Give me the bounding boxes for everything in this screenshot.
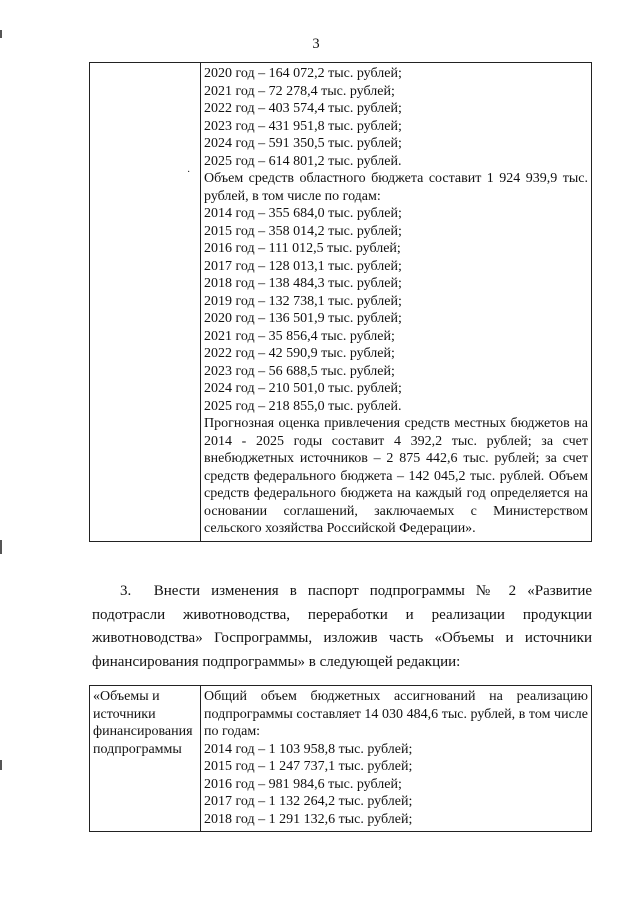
regional-funding-line: 2020 год – 136 501,9 тыс. рублей; — [204, 311, 402, 326]
funding-line: 2020 год – 164 072,2 тыс. рублей; — [204, 66, 402, 81]
section-3-text: 3. Внести изменения в паспорт подпрограммы № 2 «Развитие подотрасли животноводства, переработки и реализации продукции животноводства» Госпрограммы, изложив часть «Объемы и источники финансирования подпрограммы» в следующей редакции: — [92, 583, 592, 670]
scan-margin-mark-low — [0, 760, 2, 770]
funding-line: 2024 год – 591 350,5 тыс. рублей; — [204, 136, 402, 151]
scan-dot: · — [187, 167, 191, 178]
regional-funding-line: 2015 год – 358 014,2 тыс. рублей; — [204, 223, 402, 239]
regional-funding-line: 2018 год – 138 484,3 тыс. рублей; — [204, 276, 402, 291]
table2-left-cell — [90, 686, 201, 832]
page-number: 3 — [312, 36, 320, 52]
funding-line: 2025 год – 614 801,2 тыс. рублей. — [204, 153, 402, 169]
row-label-line: источники — [93, 706, 156, 722]
regional-budget-intro: Объем средств областного бюджета составит 1 924 939,9 тыс. рублей, в том числе по годам: — [204, 171, 588, 204]
regional-funding-line: 2023 год – 56 688,5 тыс. рублей; — [204, 363, 395, 379]
regional-funding-line: 2024 год – 210 501,0 тыс. рублей; — [204, 381, 402, 396]
section-3 — [92, 580, 592, 674]
scan-margin-mark-mid — [0, 540, 2, 554]
row-label-line: подпрограммы — [93, 741, 182, 757]
regional-funding-line: 2025 год – 218 855,0 тыс. рублей. — [204, 398, 402, 414]
funding-line: 2021 год – 72 278,4 тыс. рублей; — [204, 83, 395, 99]
funding-line: 2018 год – 1 291 132,6 тыс. рублей; — [204, 811, 413, 827]
funding-line: 2016 год – 981 984,6 тыс. рублей; — [204, 776, 402, 792]
funding-line: 2017 год – 1 132 264,2 тыс. рублей; — [204, 794, 413, 809]
regional-funding-line: 2014 год – 355 684,0 тыс. рублей; — [204, 206, 402, 221]
regional-funding-line: 2016 год – 111 012,5 тыс. рублей; — [204, 241, 401, 256]
funding-line: 2015 год – 1 247 737,1 тыс. рублей; — [204, 759, 413, 774]
regional-funding-line: 2017 год – 128 013,1 тыс. рублей; — [204, 258, 402, 274]
regional-funding-line: 2022 год – 42 590,9 тыс. рублей; — [204, 346, 395, 361]
regional-funding-line: 2019 год – 132 738,1 тыс. рублей; — [204, 293, 402, 309]
funding-line: 2014 год – 1 103 958,8 тыс. рублей; — [204, 741, 413, 757]
funding-line: 2022 год – 403 574,4 тыс. рублей; — [204, 101, 402, 116]
regional-funding-line: 2021 год – 35 856,4 тыс. рублей; — [204, 328, 395, 344]
funding-table-continued — [89, 62, 592, 542]
row-label-line: финансирования — [93, 724, 193, 739]
table1-left-cell — [90, 63, 201, 542]
total-budget-intro: Общий объем бюджетных ассигнований на реализацию подпрограммы составляет 14 030 484,6 тыс. рублей, в том числе по годам: — [204, 689, 588, 739]
row-label-line: «Объемы и — [93, 689, 160, 704]
subprogram-2-funding-table — [89, 685, 592, 832]
table2-right-cell — [201, 686, 592, 832]
table1-right-cell — [201, 63, 592, 542]
funding-line: 2023 год – 431 951,8 тыс. рублей; — [204, 118, 402, 134]
closing-paragraph: Прогнозная оценка привлечения средств местных бюджетов на 2014 - 2025 годы составит 4 392,2 тыс. рублей; за счет внебюджетных источников – 2 875 442,6 тыс. рублей; за счет средств федерального бюджета – 142 045,2 тыс. рублей. Объем средств федерального бюджета на каждый год определяется на основании соглашений, заключаемых с Министерством сельского хозяйства Российской Федерации». — [204, 416, 588, 536]
